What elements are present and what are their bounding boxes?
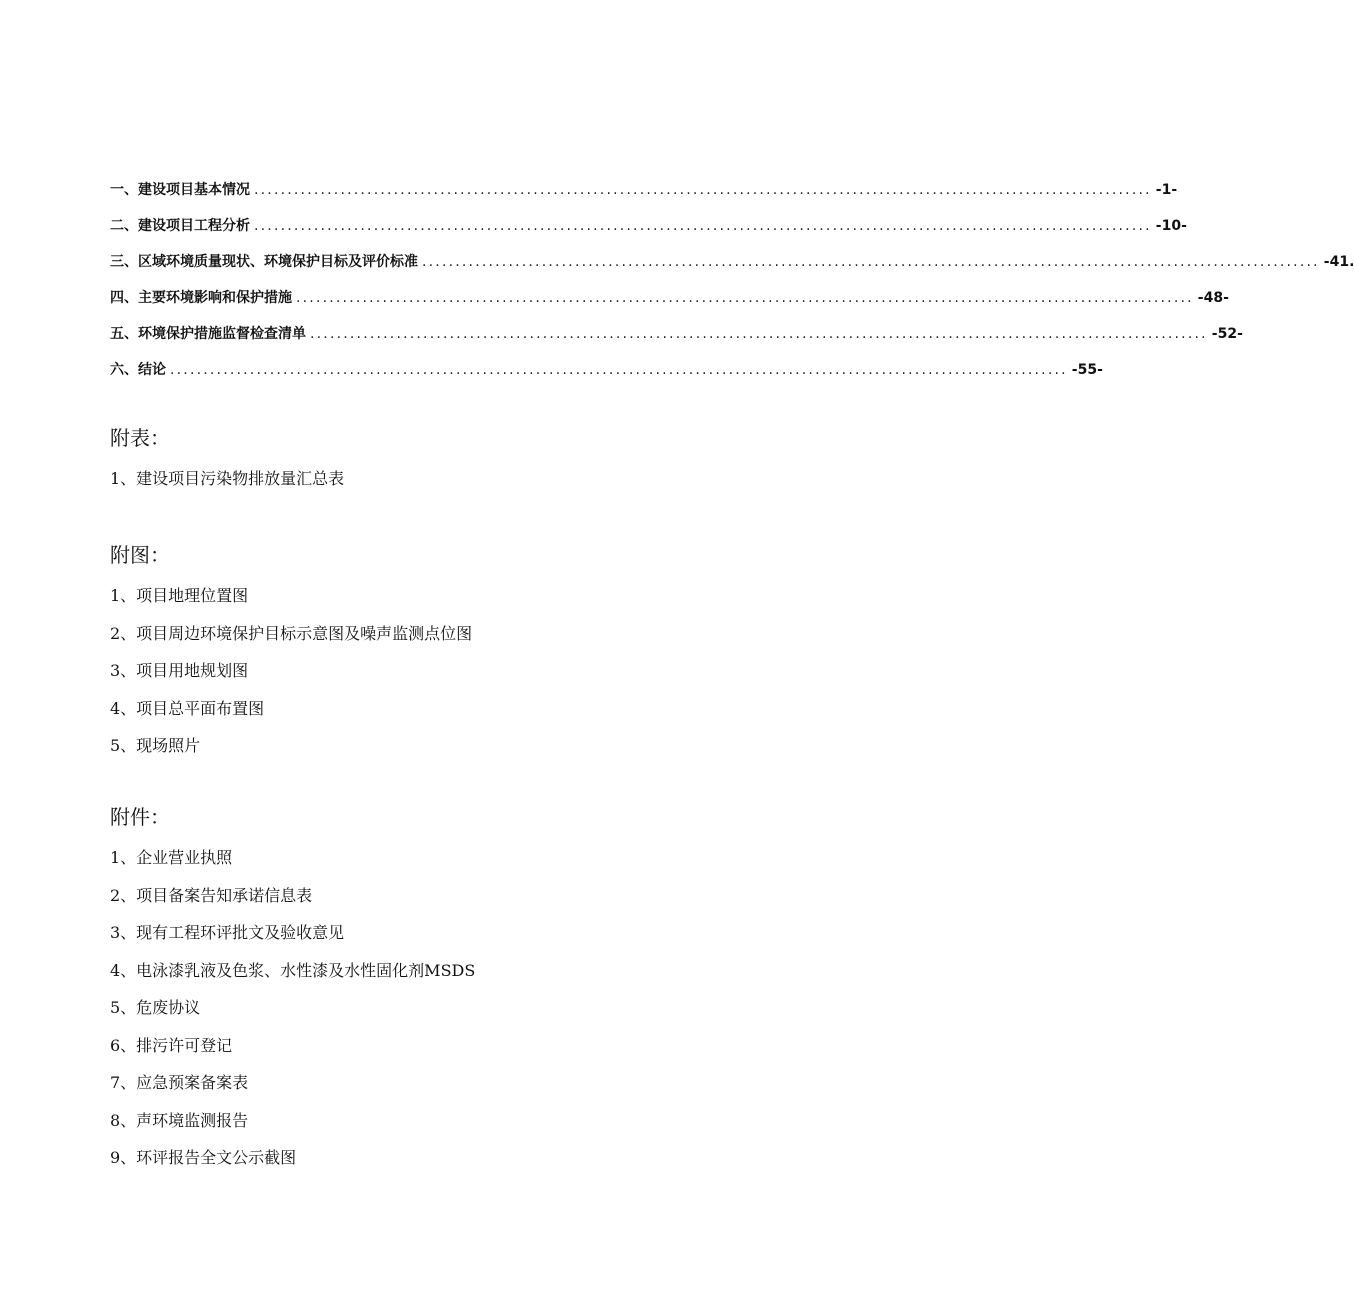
appendix-figures-heading: 附图：	[110, 543, 170, 567]
appendix-tables-heading: 附表：	[110, 426, 170, 450]
toc-entry-page: -48-	[1197, 290, 1229, 306]
attachments-section	[110, 803, 810, 1185]
toc-entry[interactable]	[110, 176, 1178, 212]
toc-entry[interactable]	[110, 320, 1243, 356]
toc-entry[interactable]	[110, 356, 1103, 392]
toc-entry[interactable]	[110, 284, 1229, 320]
list-item: 2、项目备案告知承诺信息表	[110, 885, 313, 905]
toc-leader-dots: .......................................................................................................................................	[310, 326, 1208, 342]
list-item: 1、企业营业执照	[110, 848, 233, 867]
toc-entry-page: -1-	[1155, 182, 1178, 198]
list-item: 8、声环境监测报告	[110, 1110, 249, 1130]
toc-entry-page: -55-	[1071, 362, 1103, 378]
toc-entry[interactable]	[110, 212, 1187, 248]
toc-entry-page: -52-	[1211, 326, 1243, 342]
list-item: 4、项目总平面布置图	[110, 698, 265, 718]
toc-entry-title: 四、主要环境影响和保护措施	[110, 290, 292, 306]
list-item: 3、项目用地规划图	[110, 661, 249, 680]
appendix-figures-section	[110, 541, 810, 773]
toc-leader-dots: .......................................................................................................................................	[296, 290, 1194, 306]
toc-entry[interactable]	[110, 248, 1354, 284]
toc-leader-dots: .......................................................................................................................................	[254, 218, 1152, 234]
list-item: 7、应急预案备案表	[110, 1073, 249, 1092]
toc-leader-dots: .......................................................................................................................................	[422, 254, 1320, 270]
list-item: 9、环评报告全文公示截图	[110, 1148, 297, 1167]
toc-leader-dots: .......................................................................................................................................	[170, 362, 1068, 378]
table-of-contents	[110, 176, 1354, 392]
list-item: 1、建设项目污染物排放量汇总表	[110, 469, 345, 488]
list-item: 4、电泳漆乳液及色浆、水性漆及水性固化剂MSDS	[110, 960, 476, 980]
list-item: 1、项目地理位置图	[110, 586, 249, 605]
toc-entry-title: 三、区域环境质量现状、环境保护目标及评价标准	[110, 254, 418, 270]
list-item: 6、排污许可登记	[110, 1035, 233, 1055]
toc-entry-title: 六、结论	[110, 362, 166, 378]
list-item: 5、危废协议	[110, 998, 201, 1017]
toc-entry-title: 一、建设项目基本情况	[110, 182, 250, 198]
toc-entry-title: 二、建设项目工程分析	[110, 218, 250, 234]
list-item: 3、现有工程环评批文及验收意见	[110, 923, 345, 942]
toc-entry-page: -41.	[1323, 254, 1354, 270]
attachments-heading: 附件：	[110, 805, 170, 829]
toc-entry-page: -10-	[1155, 218, 1187, 234]
toc-entry-title: 五、环境保护措施监督检查清单	[110, 326, 306, 342]
list-item: 2、项目周边环境保护目标示意图及噪声监测点位图	[110, 623, 473, 643]
appendix-tables-section	[110, 424, 810, 506]
list-item: 5、现场照片	[110, 736, 201, 755]
toc-leader-dots: .......................................................................................................................................	[254, 182, 1152, 198]
